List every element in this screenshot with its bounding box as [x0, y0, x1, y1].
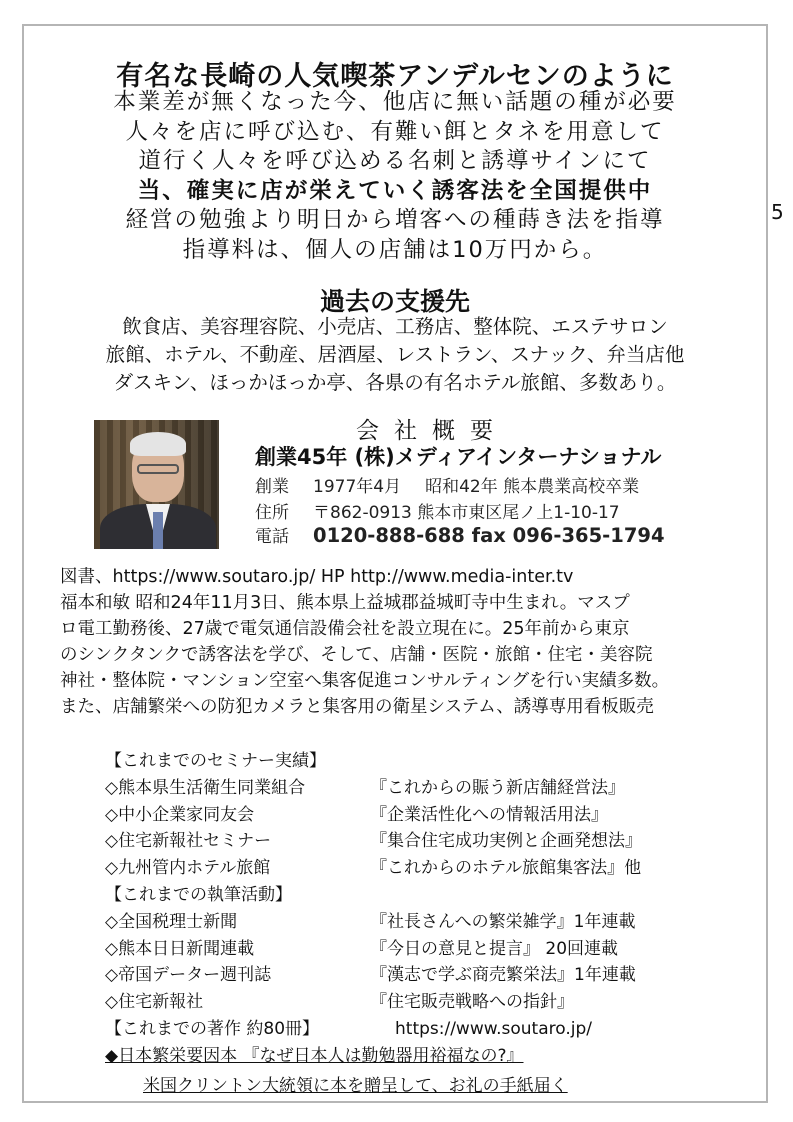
phone-label: 電話: [255, 527, 289, 547]
seminar-org: ◇九州管内ホテル旅館: [105, 858, 271, 879]
address-value: 〒862-0913 熊本市東区尾ノ上1-10-17: [313, 503, 620, 523]
books-row: [105, 1016, 592, 1043]
intro-line: 経営の勉強より明日から増客への種蒔き法を指導: [125, 207, 665, 233]
writing-org: ◇帝国データー週刊誌: [105, 965, 272, 986]
seminar-item: [105, 775, 625, 802]
founded-row: [255, 472, 639, 497]
featured-book: ◆日本繁栄要因本 『なぜ日本人は勤勉器用裕福なの?』: [105, 1045, 524, 1066]
bio-line: 神社・整体院・マンション空室へ集客促進コンサルティングを行い実績多数。: [60, 671, 670, 691]
seminar-org: ◇住宅新報社セミナー: [105, 831, 272, 852]
bio-line: 福本和敏 昭和24年11月3日、熊本県上益城郡益城町寺中生まれ。マスプ: [60, 593, 630, 613]
books-url-link[interactable]: https://www.soutaro.jp/: [395, 1018, 592, 1039]
writing-org: ◇住宅新報社: [105, 992, 204, 1013]
writing-org: ◇熊本日日新聞連載: [105, 938, 255, 959]
founder-photo: [94, 420, 219, 549]
intro-line: 人々を店に呼び込む、有難い餌とタネを用意して: [125, 118, 665, 145]
seminar-title: 『これからのホテル旅館集客法』他: [370, 858, 642, 879]
intro-block: [24, 88, 766, 265]
address-row: [255, 498, 620, 523]
writing-title: 『住宅販売戦略への指針』: [370, 992, 574, 1013]
seminar-title: 『これからの賑う新店舗経営法』: [370, 777, 625, 798]
bio-line: のシンクタンクで誘客法を学び、そして、店舗・医院・旅館・住宅・美容院: [60, 645, 653, 665]
headline: 有名な長崎の人気喫茶アンデルセンのように: [116, 61, 674, 92]
writing-title: 『今日の意見と提言』 20回連載: [370, 938, 619, 959]
support-list: [24, 313, 766, 397]
company-heading: 会社概要: [356, 418, 508, 444]
bio-line: ロ電工勤務後、27歳で電気通信設備会社を設立現在に。25年前から東京: [60, 619, 630, 639]
intro-line: 指導料は、個人の店舗は10万円から。: [182, 236, 608, 263]
seminar-item: [105, 855, 642, 882]
seminar-title: 『企業活性化への情報活用法』: [370, 804, 608, 825]
books-heading: 【これまでの著作 約80冊】: [105, 1018, 320, 1039]
seminar-title: 『集合住宅成功実例と企画発想法』: [370, 831, 642, 852]
writing-title: 『社長さんへの繁栄雑学』1年連載: [370, 911, 636, 932]
writing-item: [105, 989, 574, 1016]
founded-label: 創業: [255, 477, 289, 497]
intro-line: 本業差が無くなった今、他店に無い話題の種が必要: [113, 89, 677, 115]
phone-row: [255, 522, 665, 547]
page-number: 5: [771, 200, 784, 224]
founded-value: 1977年4月: [313, 477, 402, 497]
writing-title: 『漢志で学ぶ商売繁栄法』1年連載: [370, 965, 636, 986]
founder-bio: [60, 564, 669, 720]
address-label: 住所: [255, 503, 289, 523]
seminar-org: ◇熊本県生活衛生同業組合: [105, 777, 306, 798]
bio-line: また、店舗繁栄への防犯カメラと集客用の衛星システム、誘導専用看板販売: [60, 697, 654, 717]
seminar-item: [105, 802, 608, 829]
writing-item: [105, 909, 636, 936]
featured-note: 米国クリントン大統領に本を贈呈して、お礼の手紙届く: [143, 1076, 568, 1096]
company-name: 創業45年 (株)メディアインターナショナル: [255, 445, 662, 469]
seminar-heading: 【これまでのセミナー実績】: [105, 751, 326, 771]
writing-org: ◇全国税理士新聞: [105, 911, 238, 932]
seminar-item: [105, 828, 642, 855]
intro-line-emphasis: 当、確実に店が栄えていく誘客法を全国提供中: [137, 177, 653, 204]
support-heading: 過去の支援先: [319, 287, 470, 316]
writing-item: [105, 936, 619, 963]
phone-value: 0120-888-688 fax 096-365-1794: [313, 524, 665, 547]
support-line: ダスキン、ほっかほっか亭、各県の有名ホテル旅館、多数あり。: [113, 371, 677, 394]
achievements-list: [105, 748, 642, 1070]
education-value: 昭和42年 熊本農業高校卒業: [425, 477, 640, 497]
bio-line: 図書、https://www.soutaro.jp/ HP http://www.media-inter.tv: [60, 567, 574, 587]
intro-line: 道行く人々を呼び込める名刺と誘導サインにて: [138, 148, 652, 174]
writing-heading: 【これまでの執筆活動】: [105, 884, 292, 905]
support-line: 飲食店、美容理容院、小売店、工務店、整体院、エステサロン: [122, 315, 668, 338]
writing-item: [105, 962, 636, 989]
support-line: 旅館、ホテル、不動産、居酒屋、レストラン、スナック、弁当店他: [105, 343, 685, 366]
seminar-org: ◇中小企業家同友会: [105, 804, 255, 825]
